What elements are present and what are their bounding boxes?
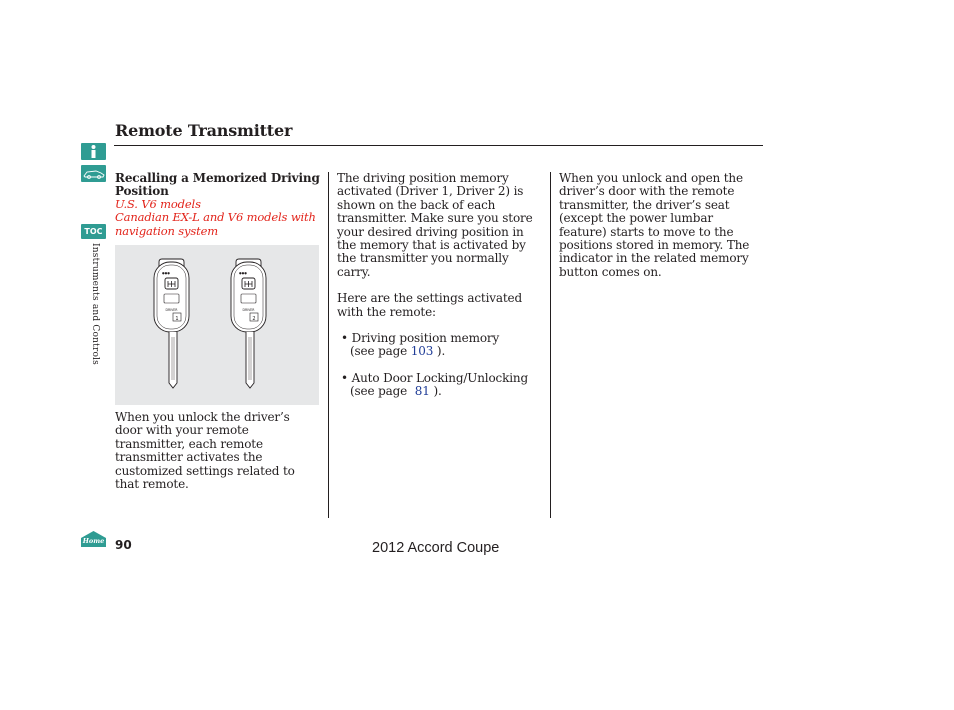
car-icon <box>81 165 106 182</box>
column-1-body <box>115 411 320 491</box>
key2-number: 2 <box>252 316 256 322</box>
page-title: Remote Transmitter <box>115 121 293 140</box>
remote-keys-illustration <box>115 245 319 405</box>
key2-driver-label: DRIVER <box>242 308 255 312</box>
model-note: Canadian EX-L and V6 models with navigation system <box>115 210 316 238</box>
body-paragraph: When you unlock the driver’s door with your remote transmitter, each remote transmitter activates the customized settings related to that remote. <box>115 410 295 492</box>
info-button[interactable] <box>81 143 106 160</box>
section-label: Instruments and Controls <box>90 243 100 365</box>
key1-number: 1 <box>175 316 179 322</box>
info-icon <box>81 143 106 160</box>
column-1 <box>115 172 320 238</box>
model-note: U.S. V6 models <box>115 197 201 211</box>
page-link[interactable]: 81 <box>414 384 430 399</box>
column-divider <box>328 172 329 518</box>
column-2 <box>337 172 542 412</box>
svg-text:●●●: ●●● <box>239 271 247 275</box>
list-item: • Auto Door Locking/Unlocking (see page 81 ). <box>341 370 529 399</box>
toc-button[interactable] <box>81 224 106 239</box>
section-heading: Recalling a Memorized Driving Position <box>115 171 320 198</box>
home-label: Home <box>82 537 105 545</box>
body-paragraph: The driving position memory activated (Driver 1, Driver 2) is shown on the back of each transmitter. Make sure you store your desired driving position in the memory that is activated by the transmitter you normally carry. <box>337 171 533 279</box>
list-item: • Driving position memory (see page 103 ). <box>341 331 500 359</box>
home-button[interactable] <box>80 530 107 548</box>
home-icon <box>80 530 107 548</box>
column-divider <box>550 172 551 518</box>
car-button[interactable] <box>81 165 106 182</box>
key1-driver-label: DRIVER <box>165 308 178 312</box>
page-number: 90 <box>115 538 132 552</box>
title-rule <box>114 145 763 146</box>
body-paragraph: Here are the settings activated with the remote: <box>337 291 523 319</box>
column-3 <box>559 172 764 292</box>
footer-model: 2012 Accord Coupe <box>372 540 500 556</box>
remote-key-1 <box>154 259 189 388</box>
remote-figure <box>115 245 319 405</box>
page-link[interactable]: 103 <box>410 344 434 359</box>
body-paragraph: When you unlock and open the driver’s door with the remote transmitter, the driver’s seat (except the power lumbar feature) starts to move to the positions stored in memory. The indicator in the related memory button comes on. <box>559 171 750 279</box>
toc-icon: TOC <box>84 227 103 236</box>
svg-text:●●●: ●●● <box>162 271 170 275</box>
remote-key-2 <box>231 259 266 388</box>
